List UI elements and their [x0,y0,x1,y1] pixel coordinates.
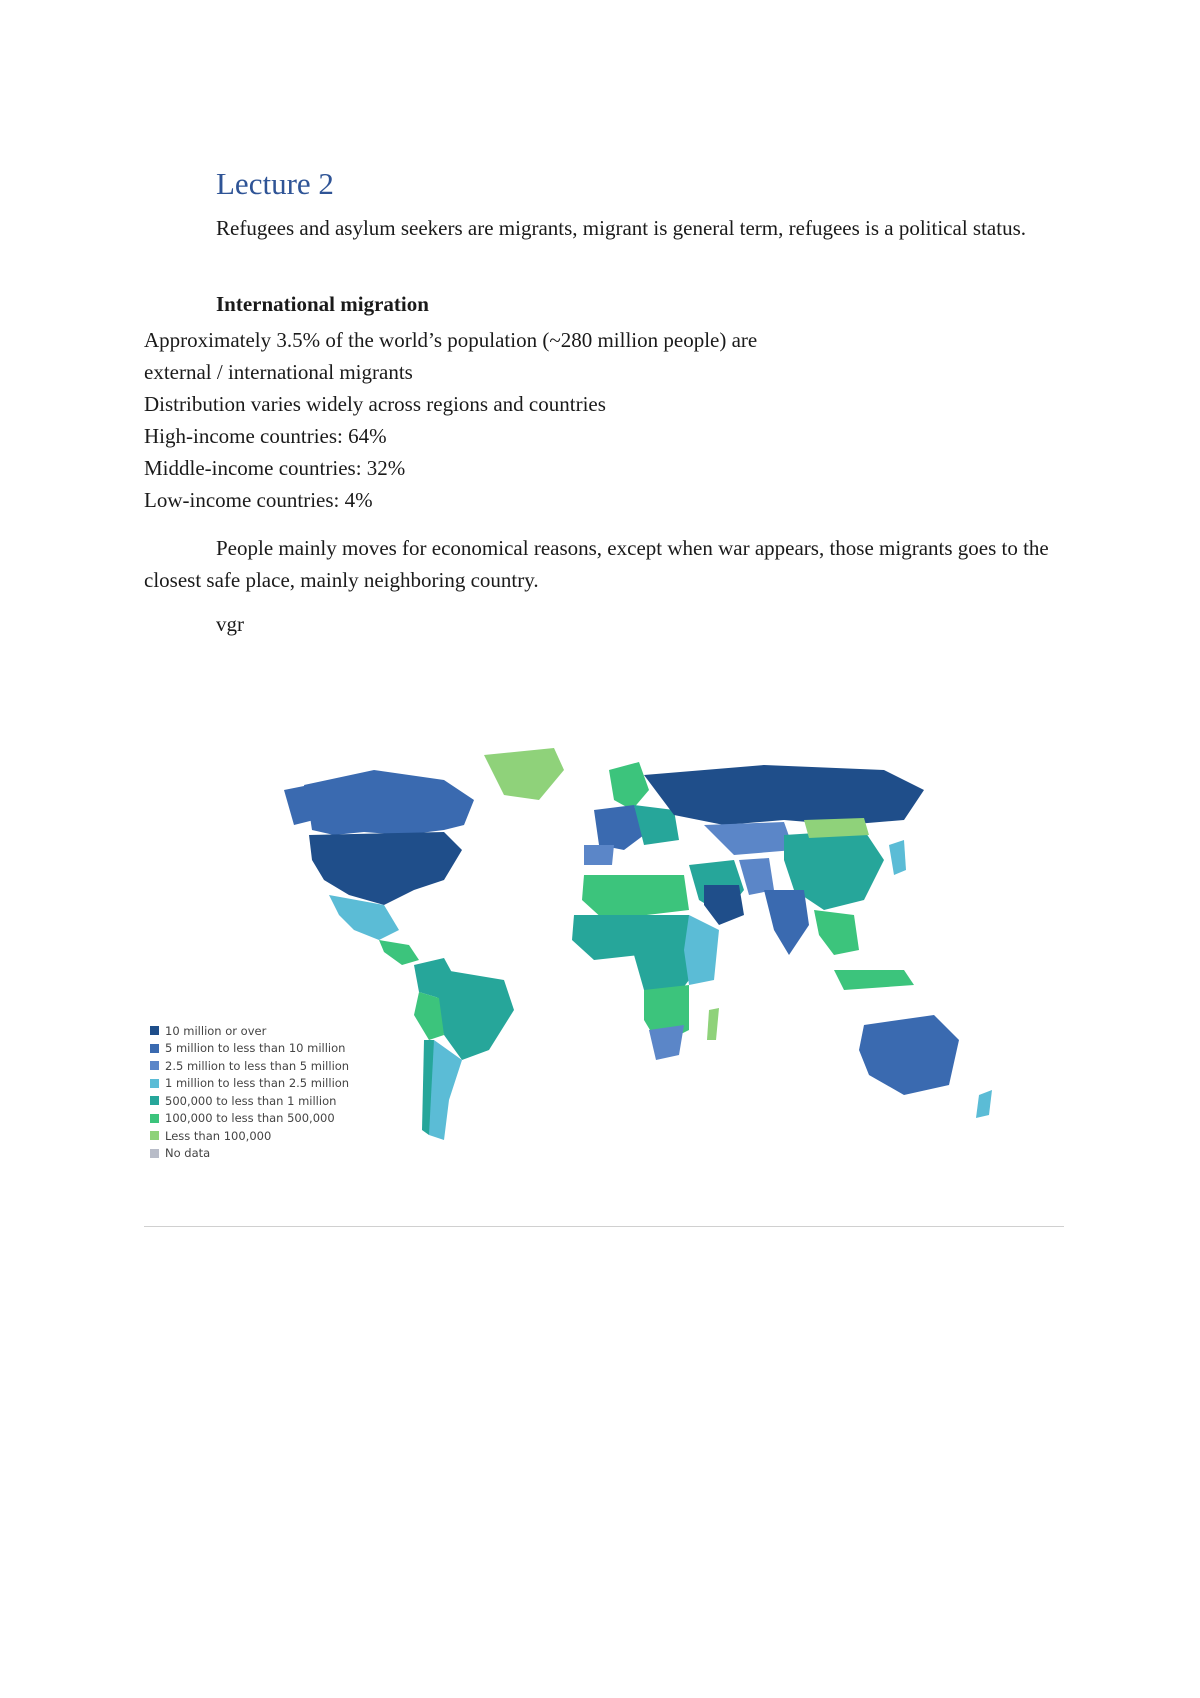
region-madagascar [707,1008,719,1040]
migration-facts [144,324,757,516]
region-japan [889,840,906,875]
legend-item [150,1092,349,1110]
fact-line: Middle-income countries: 32% [144,456,406,480]
legend-swatch [150,1061,159,1070]
region-scandinavia [609,762,649,810]
legend-label: Less than 100,000 [165,1128,272,1143]
subheading-international-migration: International migration [216,292,429,316]
region-iberia [584,845,614,865]
region-southeast-asia [814,910,859,955]
region-greenland [484,748,564,800]
region-central-america [379,940,419,965]
legend-item [150,1127,349,1145]
region-usa [309,832,462,905]
legend-item [150,1040,349,1058]
region-new-zealand [976,1090,992,1118]
legend-item [150,1022,349,1040]
fact-line: Low-income countries: 4% [144,488,373,512]
legend-swatch [150,1044,159,1053]
legend-swatch [150,1131,159,1140]
legend-label: 2.5 million to less than 5 million [165,1058,350,1073]
legend-label: 5 million to less than 10 million [165,1041,346,1056]
region-west-africa [572,915,639,960]
region-alaska [284,785,314,825]
legend-item [150,1075,349,1093]
horizontal-rule [144,1226,1064,1227]
legend-swatch [150,1026,159,1035]
legend-swatch [150,1114,159,1123]
region-saudi-arabia [704,885,744,925]
note-paragraph: vgr [216,612,244,636]
heading-lecture: Lecture 2 [216,166,334,201]
legend-swatch [150,1149,159,1158]
region-north-africa [582,875,689,920]
legend-label: No data [165,1146,211,1161]
legend-item [150,1057,349,1075]
region-canada [304,770,474,835]
region-australia [859,1015,959,1095]
legend-item [150,1145,349,1163]
fact-line: Approximately 3.5% of the world’s population (~280 million people) are [144,328,758,352]
fact-line: Distribution varies widely across regions and countries [144,392,606,416]
legend-swatch [150,1096,159,1105]
region-kazakhstan [704,822,794,855]
map-legend [150,1022,349,1162]
economic-reasons-paragraph: People mainly moves for economical reasons, except when war appears, those migrants goes to the closest safe place, mainly neighboring country. [144,536,1049,592]
region-indonesia [834,970,914,990]
region-russia [644,765,924,825]
legend-label: 10 million or over [165,1023,267,1038]
intro-paragraph: Refugees and asylum seekers are migrants, migrant is general term, refugees is a political status. [216,216,1026,240]
region-south-africa [649,1025,684,1060]
legend-swatch [150,1079,159,1088]
region-brazil [436,970,514,1060]
fact-line: external / international migrants [144,360,413,384]
legend-label: 500,000 to less than 1 million [165,1093,337,1108]
region-mongolia [804,818,869,838]
region-iran [739,858,774,895]
legend-label: 1 million to less than 2.5 million [165,1076,350,1091]
legend-item [150,1110,349,1128]
legend-label: 100,000 to less than 500,000 [165,1111,335,1126]
fact-line: High-income countries: 64% [144,424,387,448]
region-india [764,890,809,955]
region-east-africa [684,915,719,985]
